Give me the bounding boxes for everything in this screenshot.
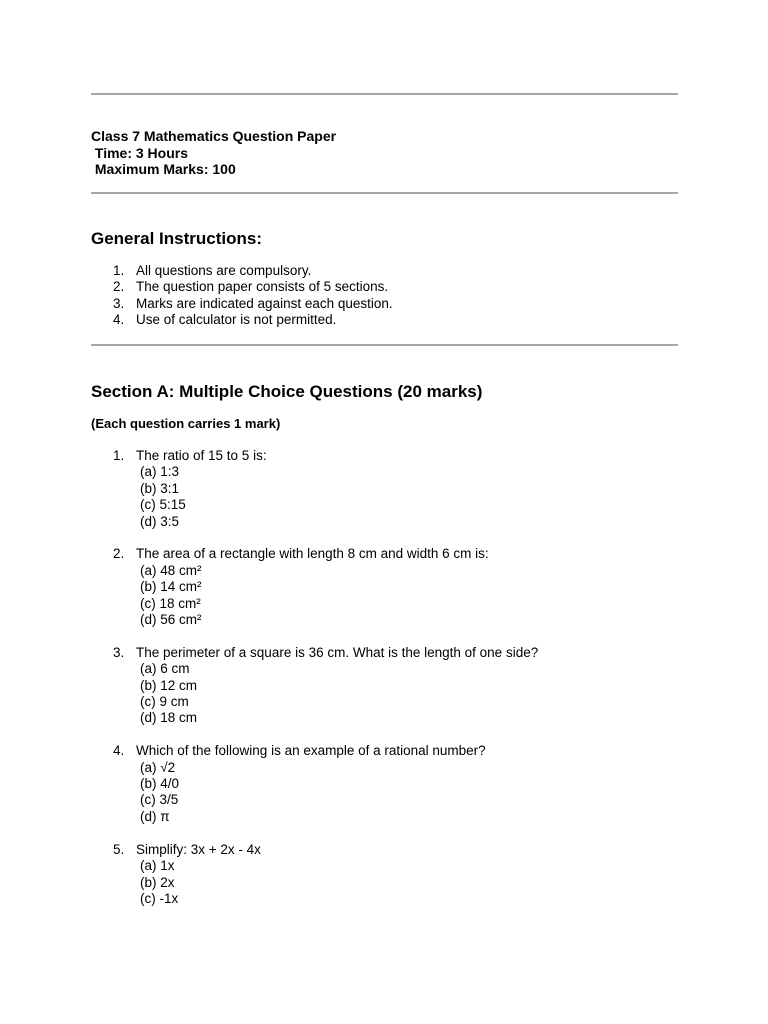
- question-option: (c) 5:15: [140, 497, 186, 513]
- header-divider: [91, 192, 678, 194]
- question-item: [91, 546, 678, 628]
- instruction-text: The question paper consists of 5 sections.: [136, 279, 389, 295]
- question-text: Which of the following is an example of a rational number?: [136, 743, 486, 759]
- question-option: (d) 56 cm²: [140, 612, 202, 628]
- question-item: [91, 645, 678, 727]
- section-a-note: (Each question carries 1 mark): [91, 416, 281, 431]
- question-number: 4.: [113, 743, 125, 759]
- instruction-number: 2.: [113, 279, 125, 295]
- section-a-questions: [91, 448, 678, 907]
- instruction-item: [91, 296, 678, 312]
- question-number: 3.: [113, 644, 125, 660]
- question-option: (a) 1x: [140, 858, 175, 874]
- section-a-heading: Section A: Multiple Choice Questions (20 marks): [91, 382, 483, 401]
- instruction-item: [91, 279, 678, 295]
- question-option: (d) 3:5: [140, 513, 180, 529]
- question-option: (b) 2x: [140, 874, 175, 890]
- question-item: [91, 448, 678, 530]
- question-text: The perimeter of a square is 36 cm. What is the length of one side?: [136, 644, 539, 660]
- top-divider: [91, 93, 678, 95]
- question-option: (b) 14 cm²: [140, 579, 202, 595]
- question-option: (a) √2: [140, 759, 176, 775]
- question-option: (d) 18 cm: [140, 710, 198, 726]
- instruction-number: 1.: [113, 263, 125, 278]
- question-item: [91, 743, 678, 825]
- question-option: (d) π: [140, 808, 170, 824]
- question-item: [91, 842, 678, 908]
- question-option: (c) 18 cm²: [140, 595, 201, 611]
- question-option: (c) 9 cm: [140, 694, 189, 710]
- instructions-divider: [91, 344, 678, 346]
- question-option: (c) 3/5: [140, 792, 179, 808]
- instruction-text: All questions are compulsory.: [136, 263, 312, 278]
- paper-time: Time: 3 Hours: [91, 144, 188, 161]
- question-text: The ratio of 15 to 5 is:: [136, 448, 267, 463]
- question-option: (a) 6 cm: [140, 661, 190, 677]
- instruction-item: [91, 263, 678, 279]
- paper-max-marks: Maximum Marks: 100: [91, 161, 236, 177]
- paper-header: [91, 128, 336, 178]
- question-number: 5.: [113, 841, 125, 857]
- question-option: (b) 4/0: [140, 776, 180, 792]
- question-number: 1.: [113, 448, 125, 463]
- question-option: (a) 1:3: [140, 464, 180, 480]
- question-number: 2.: [113, 546, 125, 562]
- question-option: (b) 12 cm: [140, 677, 198, 693]
- question-text: The area of a rectangle with length 8 cm and width 6 cm is:: [136, 546, 489, 562]
- instruction-number: 3.: [113, 295, 125, 311]
- question-option: (a) 48 cm²: [140, 562, 202, 578]
- instructions-list: [91, 263, 678, 329]
- question-text: Simplify: 3x + 2x - 4x: [136, 841, 261, 857]
- instruction-text: Marks are indicated against each question.: [136, 295, 393, 311]
- instruction-text: Use of calculator is not permitted.: [136, 312, 337, 328]
- instructions-heading: General Instructions:: [91, 229, 262, 248]
- instruction-item: [91, 312, 678, 328]
- question-option: (c) -1x: [140, 890, 179, 906]
- paper-title: Class 7 Mathematics Question Paper: [91, 128, 337, 144]
- instruction-number: 4.: [113, 312, 125, 328]
- question-option: (b) 3:1: [140, 480, 180, 496]
